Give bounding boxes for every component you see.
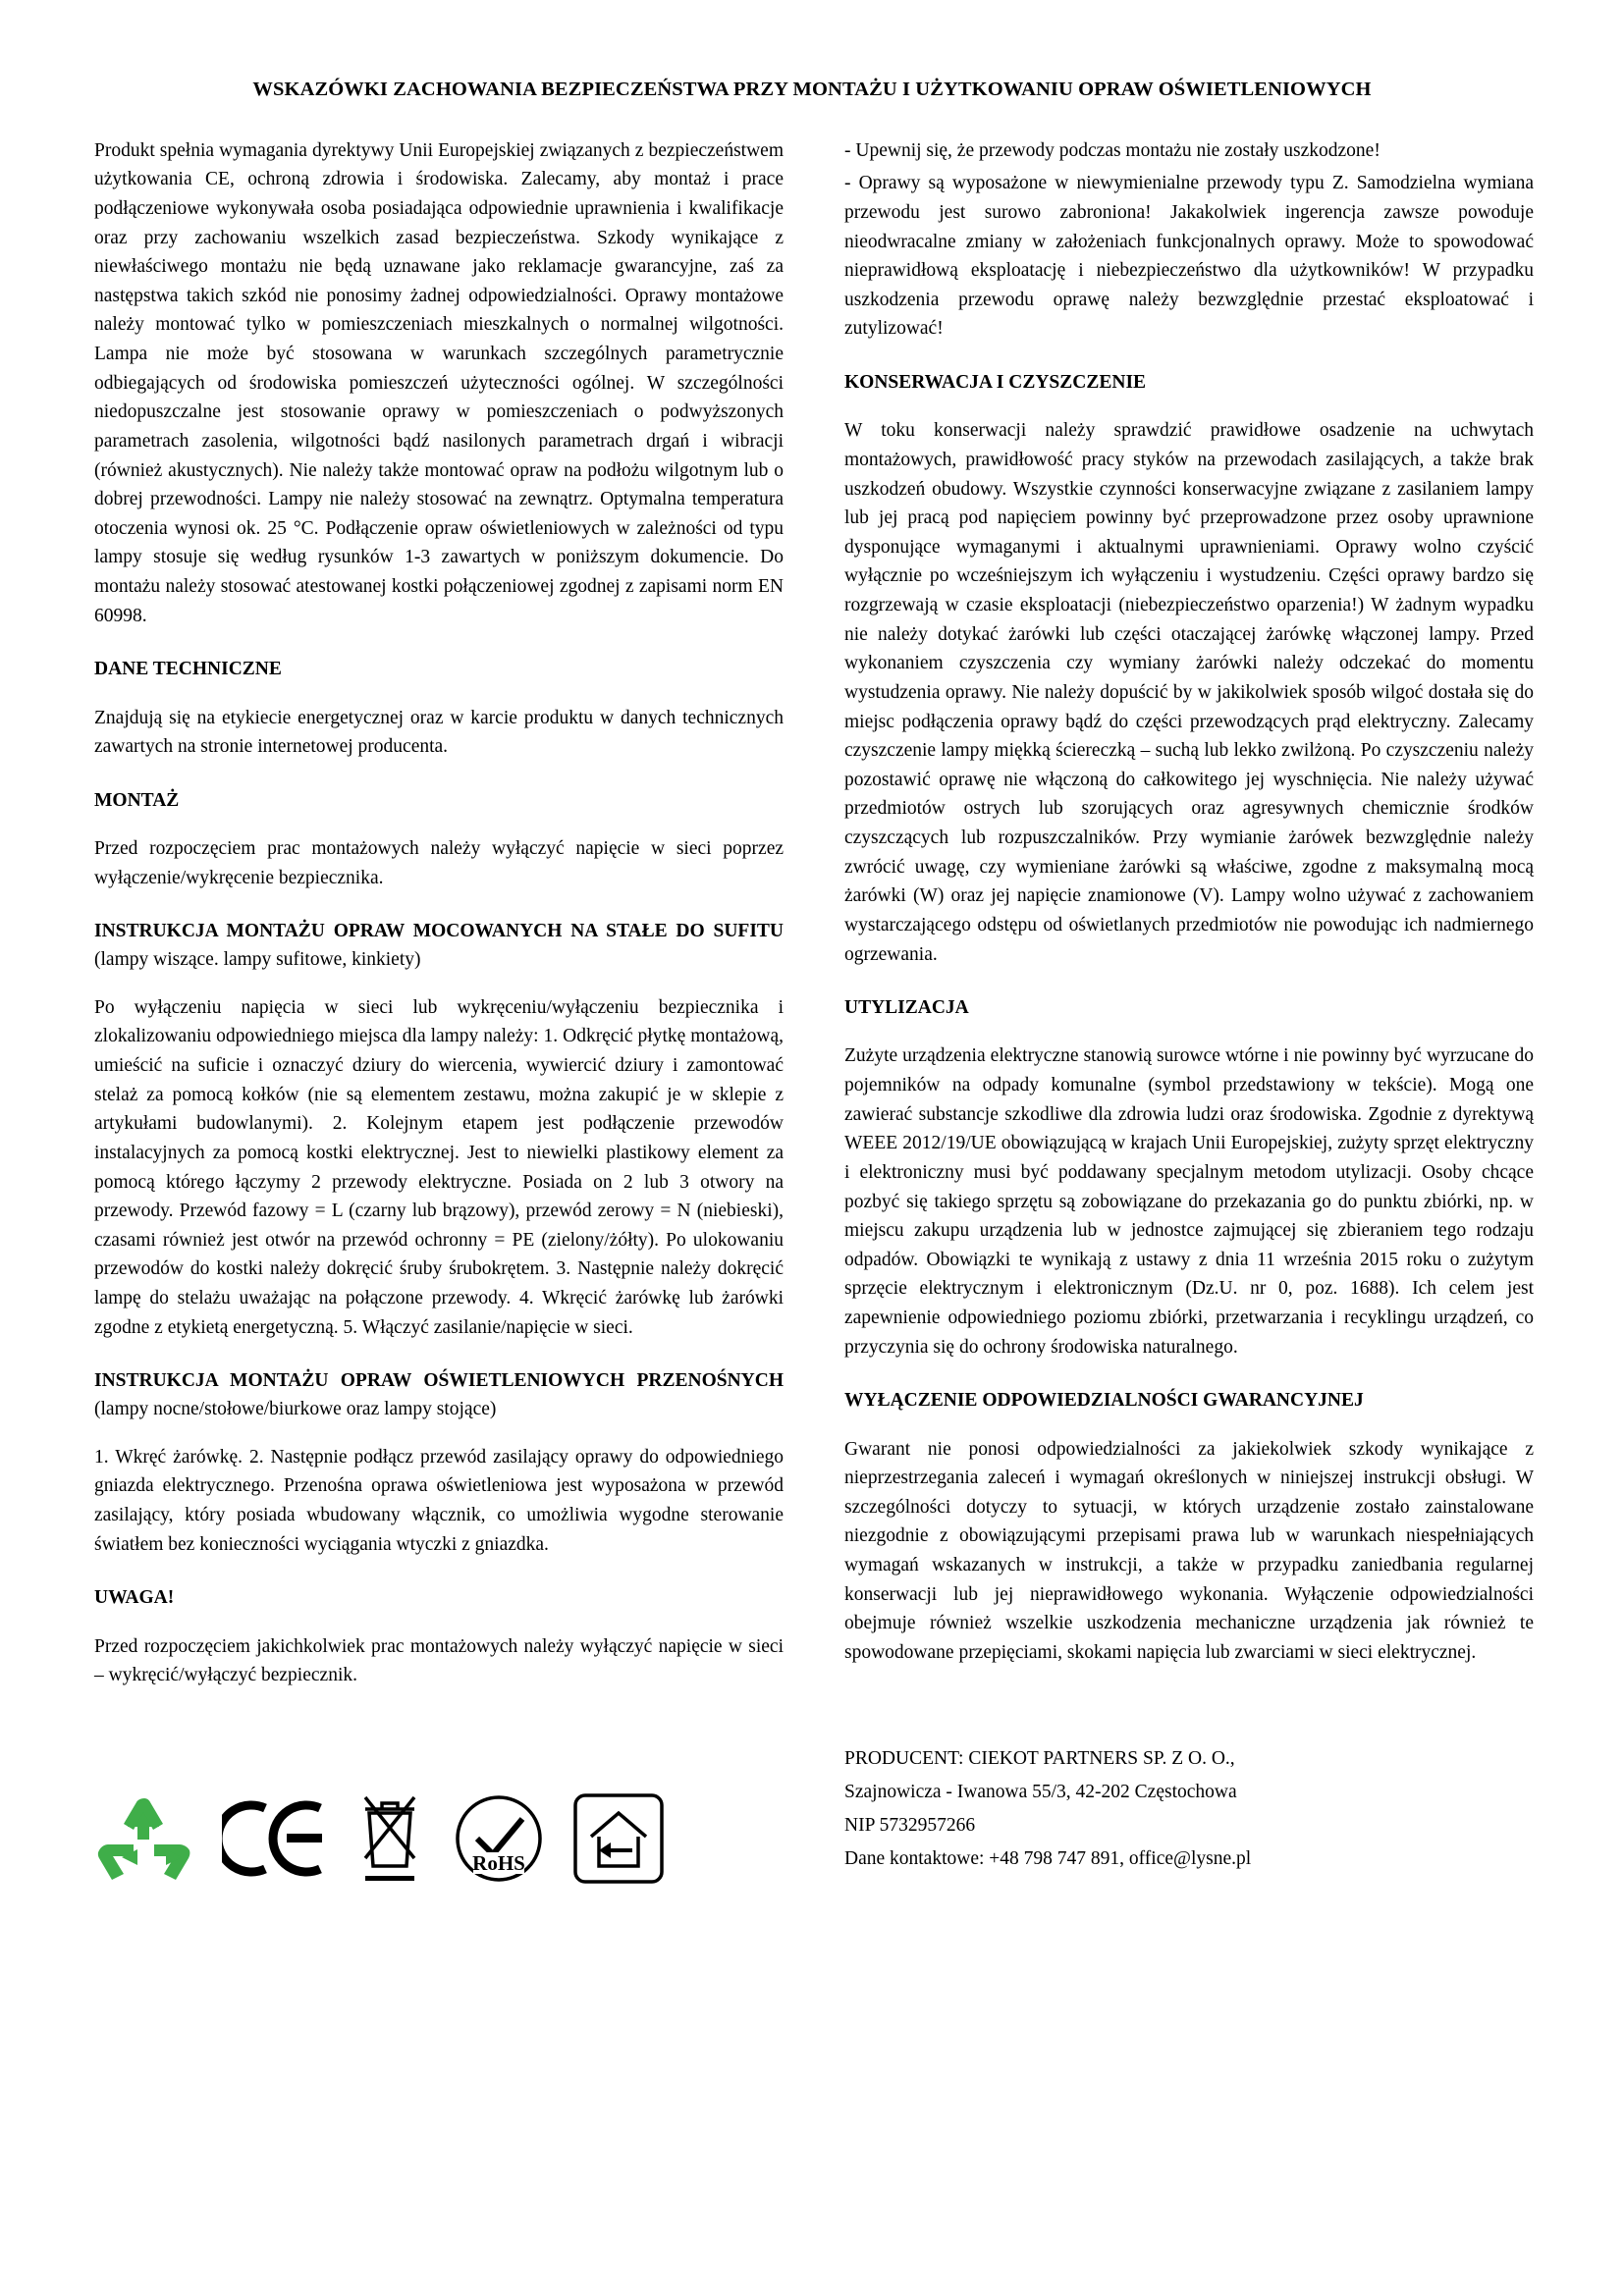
safety-bullets <box>844 136 1534 344</box>
producer-footer <box>844 1744 1534 1875</box>
instrukcja-przenosne-paragraph: 1. Wkręć żarówkę. 2. Następnie podłącz przewód zasilający oprawy do odpowiedniego gniazda elektrycznego. Przenośna oprawa oświetleniowa jest wyposażona w przewód zasilający, który posiada wbudowany włącznik, co umożliwia wygodne sterowanie światłem bez konieczności wyciągania wtyczki z gniazdka. <box>94 1446 784 1555</box>
uwaga-paragraph: Przed rozpoczęciem jakichkolwiek prac montażowych należy wyłączyć napięcie w sieci – wykręcić/wyłączyć bezpiecznik. <box>94 1635 784 1686</box>
heading-instrukcja-sufit-bold: INSTRUKCJA MONTAŻU OPRAW MOCOWANYCH NA STAŁE DO SUFITU <box>94 921 784 942</box>
two-column-body <box>94 136 1534 1893</box>
footer-spacer <box>844 1687 1534 1727</box>
page-title: WSKAZÓWKI ZACHOWANIA BEZPIECZEŃSTWA PRZY MONTAŻU I UŻYTKOWANIU OPRAW OŚWIETLENIOWYCH <box>252 79 1372 100</box>
safety-bullet-2: - Oprawy są wyposażone w niewymienialne przewody typu Z. Samodzielna wymiana przewodu jest surowo zabroniona! Jakakolwiek ingerencja zawsze powoduje nieodwracalne zmiany w założeniach funkcjonalnych oprawy. Może to spowodować nieprawidłową eksploatację i niebezpieczeństwo dla użytkowników! W przypadku uszkodzenia przewodu oprawę należy bezwzględnie przestać eksploatować i zutylizować! <box>844 173 1534 340</box>
rohs-icon <box>452 1791 546 1886</box>
recycle-icon <box>94 1796 196 1881</box>
heading-instrukcja-przenosne-note: (lampy nocne/stołowe/biurkowe oraz lampy stojące) <box>94 1398 497 1419</box>
heading-instrukcja-przenosne <box>94 1367 784 1423</box>
heading-konserwacja: KONSERWACJA I CZYSZCZENIE <box>844 372 1147 394</box>
instrukcja-sufit-paragraph: Po wyłączeniu napięcia w sieci lub wykręceniu/wyłączeniu bezpiecznika i zlokalizowaniu odpowiedniego miejsca dla lampy należy: 1. Odkręcić płytkę montażową, umieścić na suficie i oznaczyć dziury do wiercenia, wywiercić dziury i zamontować stelaż za pomocą kołków (nie są elementem zestawu, można zakupić je w sklepie z artykułami budowlanymi). 2. Kolejnym etapem jest podłączenie przewodów instalacyjnych za pomocą kostki elektrycznej. Jest to niewielki plastikowy element za pomocą którego łączymy 2 przewody elektryczne. Posiada on 2 lub 3 otwory na przewody. Przewód fazowy = L (czarny lub brązowy), przewód zerowy = N (niebieski), czasami również jest otwór na przewód ochronny = PE (zielony/żółty). Po ulokowaniu przewodów do kostki należy dokręcić śruby śrubokrętem. 3. Następnie należy dokręcić lampę do stelażu uważając na połączone przewody. 4. Wkręcić żarówkę lub żarówki zgodne z etykietą energetyczną. 5. Włączyć zasilanie/napięcie w sieci. <box>94 996 784 1338</box>
dane-techniczne-paragraph: Znajdują się na etykiecie energetycznej oraz w karcie produktu w danych technicznych zawartych na stronie internetowej producenta. <box>94 707 784 758</box>
crossed-out-wheelie-bin-icon <box>353 1791 426 1886</box>
utylizacja-paragraph: Zużyte urządzenia elektryczne stanowią surowce wtórne i nie powinny być wyrzucane do pojemników na odpady komunalne (symbol przedstawiony w tekście). Mogą one zawierać substancje szkodliwe dla zdrowia ludzi oraz środowiska. Zgodnie z dyrektywą WEEE 2012/19/UE obowiązującą w krajach Unii Europejskiej, zużyty sprzęt elektryczny i elektroniczny musi być poddawany specjalnym metodom utylizacji. Osoby chcące pozbyć się takiego sprzętu są zobowiązane do przekazania go do punktu zbiórki, np. w miejscu zakupu urządzenia lub w jednostce zajmującej się zbieraniem tego rodzaju odpadów. Obowiązki te wynikają z ustawy z dnia 11 września 2015 roku o zużytym sprzęcie elektrycznym i elektronicznym (Dz.U. nr 0, poz. 1688). Ich celem jest zapewnienie odpowiedniego poziomu zbiórki, przetwarzania i recyklingu urządzeń, co przyczynia się do ochrony środowiska naturalnego. <box>844 1045 1534 1358</box>
ce-mark-icon <box>222 1798 328 1879</box>
producer-nip: NIP 5732957266 <box>844 1815 976 1836</box>
montaz-paragraph: Przed rozpoczęciem prac montażowych należy wyłączyć napięcie w sieci poprzez wyłączenie/wykręcenie bezpiecznika. <box>94 838 784 888</box>
safety-bullet-1: - Upewnij się, że przewody podczas montażu nie zostały uszkodzone! <box>844 139 1380 161</box>
heading-montaz: MONTAŻ <box>94 789 180 811</box>
heading-instrukcja-przenosne-bold: INSTRUKCJA MONTAŻU OPRAW OŚWIETLENIOWYCH PRZENOŚNYCH <box>94 1370 784 1392</box>
indoor-use-icon <box>571 1791 666 1886</box>
konserwacja-paragraph: W toku konserwacji należy sprawdzić prawidłowe osadzenie na uchwytach montażowych, prawidłowość pracy styków na przewodach zasilających, a także brak uszkodzeń obudowy. Wszystkie czynności konserwacyjne związane z zasilaniem lampy lub jej pracą pod napięciem powinny być przeprowadzone przez osoby uprawnione dysponujące wymaganymi i aktualnymi uprawnieniami. Oprawy wolno czyścić wyłącznie po wcześniejszym ich wyłączeniu i wystudzeniu. Części oprawy bardzo się rozgrzewają w czasie eksploatacji (niebezpieczeństwo oparzenia!) W żadnym wypadku nie należy dotykać żarówki lub części otaczającej żarówkę włączonej lampy. Przed wykonaniem czyszczenia czy wymiany żarówki należy odczekać do momentu wystudzenia oprawy. Nie należy dopuścić by w jakikolwiek sposób wilgoć dostała się do miejsc podłączenia oprawy bądź do części przewodzących prąd elektryczny. Zalecamy czyszczenie lampy miękką ściereczką – suchą lub lekko zwilżoną. Po czyszczeniu należy pozostawić oprawę nie włączoną do całkowitego jej wyschnięcia. Nie należy używać przedmiotów ostrych lub szorujących oraz agresywnych chemicznie środków czyszczących lub rozpuszczalników. Przy wymianie żarówek bezwzględnie należy zwrócić uwagę, czy wymieniane żarówki są właściwe, zgodne z maksymalną mocą żarówki (W) oraz jej napięcie znamionowe (V). Lampy wolno używać z zachowaniem wystarczającego odstępu od oświetlanych przedmiotów nie powodując ich nadmiernego ogrzewania. <box>844 420 1534 965</box>
heading-dane-techniczne: DANE TECHNICZNE <box>94 659 282 680</box>
heading-instrukcja-sufit-note: (lampy wiszące. lampy sufitowe, kinkiety) <box>94 948 421 970</box>
producer-name: PRODUCENT: CIEKOT PARTNERS SP. Z O. O., <box>844 1747 1235 1769</box>
heading-instrukcja-sufit <box>94 918 784 974</box>
producer-address: Szajnowicza - Iwanowa 55/3, 42-202 Częstochowa <box>844 1781 1237 1802</box>
intro-paragraph: Produkt spełnia wymagania dyrektywy Unii Europejskiej związanych z bezpieczeństwem użytkowania CE, ochroną zdrowia i środowiska. Zalecamy, aby montaż i prace podłączeniowe wykonywała osoba posiadająca odpowiednie uprawnienia i kwalifikacje oraz przy zachowaniu wszelkich zasad bezpieczeństwa. Szkody wynikające z niewłaściwego montażu nie będą uznawane jako reklamacje gwarancyjne, zaś za następstwa takich szkód nie ponosimy żadnej odpowiedzialności. Oprawy montażowe należy montować tylko w pomieszczeniach mieszkalnych o normalnej wilgotności. Lampa nie może być stosowana w warunkach szczególnych parametrycznie odbiegających od środowiska pomieszczeń użyteczności ogólnej. W szczególności niedopuszczalne jest stosowanie oprawy w pomieszczeniach o podwyższonych parametrach zasolenia, wilgotności bądź nasilonych parametrach drgań i wibracji (również akustycznych). Nie należy także montować opraw na podłożu wilgotnym lub o dobrej przewodności. Lampy nie należy stosować na zewnątrz. Optymalna temperatura otoczenia wynosi ok. 25 °C. Podłączenie opraw oświetleniowych w zależności od typu lampy stosuje się według rysunków 1-3 zawartych w poniższym dokumencie. Do montażu należy stosować atestowanej kostki połączeniowej zgodnej z zapisami norm EN 60998. <box>94 139 784 626</box>
producer-contact: Dane kontaktowe: +48 798 747 891, office@lysne.pl <box>844 1848 1252 1870</box>
heading-uwaga: UWAGA! <box>94 1587 175 1609</box>
svg-text:RoHS: RoHS <box>472 1850 525 1875</box>
right-column <box>844 136 1534 1879</box>
left-column <box>94 136 784 1893</box>
certification-icons-row <box>94 1785 784 1893</box>
heading-wylaczenie-odpowiedzialnosci: WYŁĄCZENIE ODPOWIEDZIALNOŚCI GWARANCYJNEJ <box>844 1390 1364 1412</box>
wylaczenie-odpowiedzialnosci-paragraph: Gwarant nie ponosi odpowiedzialności za jakiekolwiek szkody wynikające z nieprzestrzegania zaleceń i wymagań określonych w niniejszej instrukcji obsługi. W szczególności dotyczy to sytuacji, w których urządzenie zostało zainstalowane niezgodnie z obowiązującymi przepisami prawa lub w warunkach niespełniających wymagań wskazanych w instrukcji, a także w przypadku zaniedbania regularnej konserwacji lub jej nieprawidłowego wykonania. Wyłączenie odpowiedzialności obejmuje również wszelkie uszkodzenia mechaniczne urządzenia jak również te spowodowane przepięciami, skokami napięcia lub zwarciami w sieci elektrycznej. <box>844 1438 1534 1663</box>
heading-utylizacja: UTYLIZACJA <box>844 997 969 1019</box>
